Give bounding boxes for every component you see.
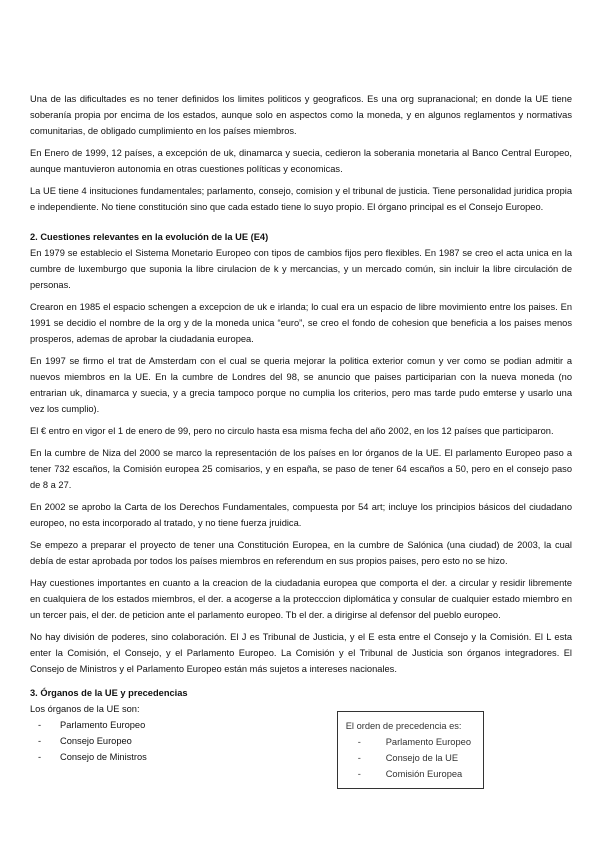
list-item [30, 749, 147, 765]
list-item-label: Consejo Europeo [60, 736, 132, 746]
section-3-body [30, 701, 572, 789]
list-item [30, 717, 147, 733]
organs-intro: Los órganos de la UE son: [30, 704, 140, 714]
paragraph-ciudadania: Hay cuestiones importantes en cuanto a la creacion de la ciudadania europea que comporta el der. a circular y residir libremente en cualquiera de los estados miembros, el der. a acogerse a la protecccion diplomática y consular de cualquier estado miembro en un tercer pais, el der. de peticion ante el parlamento europeo. Tb el der. a dirigirse al defensor del pueblo europeo. [30, 578, 572, 620]
precedence-title: El orden de precedencia es: [345, 721, 462, 731]
paragraph-poderes: No hay división de poderes, sino colaboración. El J es Tribunal de Justicia, y el E esta entre el Consejo y la Comisión. El L esta enter la Comisión, el Consejo, y el Parlamento Europeo. La Comisión y el Tribunal de Justicia son órganos integradores. El Consejo de Ministros y el Parlamento Europeo están más sujetos a intereses nacionales. [30, 632, 572, 674]
paragraph-1999: En Enero de 1999, 12 países, a excepción de uk, dinamarca y suecia, cedieron la soberania monetaria al Banco Central Europeo, aunque mantuvieron autonomia en otras cuestiones políticas y economicas. [30, 148, 572, 174]
paragraph-institutions: La UE tiene 4 insituciones fundamentales; parlamento, consejo, comision y el tribunal de justicia. Tiene personalidad juridica propia e independiente. No tiene constitución sino que cada estado tiene lo suyo propio. El órgano principal es el Consejo Europeo. [30, 186, 572, 212]
list-item [346, 766, 471, 782]
organs-list [30, 701, 147, 765]
list-item-label: Comisión Europea [385, 769, 463, 779]
bullet-dash: - [357, 769, 361, 779]
bullet-dash: - [38, 720, 42, 730]
bullet-dash: - [38, 736, 42, 746]
bullet-dash: - [357, 737, 361, 747]
bullet-dash: - [38, 752, 42, 762]
bullet-dash: - [357, 753, 361, 763]
list-item [346, 734, 471, 750]
list-item-label: Consejo de Ministros [60, 752, 147, 762]
paragraph-niza: En la cumbre de Niza del 2000 se marco la representación de los países en lor órganos de la UE. El parlamento Europeo paso a tener 732 escaños, la Comisión europea 25 comisarios, y en españa, se paso de tener 64 escaños a 50, pero en el consejo paso de 8 a 27. [30, 448, 572, 490]
paragraph-euro: El € entro en vigor el 1 de enero de 99, pero no circulo hasta esa misma fecha del año 2002, en los 12 países que participaron. [30, 426, 554, 436]
paragraph-1979: En 1979 se establecio el Sistema Monetario Europeo con tipos de cambios fijos pero flexibles. En 1987 se creo el acta unica en la cumbre de luxemburgo que suponia la libre cirulacion de k y mercancias, y un mercado común, sin incluir la libre circulación de personas. [30, 248, 572, 290]
section-3-heading: 3. Órganos de la UE y precedencias [30, 688, 188, 698]
section-2-heading: 2. Cuestiones relevantes en la evolución de la UE (E4) [30, 232, 269, 242]
paragraph-1985: Crearon en 1985 el espacio schengen a excepcion de uk e irlanda; lo cual era un espacio de libre movimiento entre los paises. En 1991 se decidio el nombre de la org y de la moneda unica “euro”, se creo el fondo de cohesion que beneficia a los paises menos prosperos, ademas de aprobar la ciudadania europea. [30, 302, 572, 344]
paragraph-1997: En 1997 se firmo el trat de Amsterdam con el cual se queria mejorar la politica exterior comun y ver como se podian admitir a nuevos miembros en la UE. En la cumbre de Londres del 98, se anuncio que paises participarian con la nueva moneda (no entrarian uk, dinamarca y suecia, y a grecia tampoco porque no cumplia los criterios, pero mas tarde pudo emterse y usarlo una vez los cumplio). [30, 356, 572, 414]
paragraph-2002: En 2002 se aprobo la Carta de los Derechos Fundamentales, compuesta por 54 art; incluye los principios básicos del ciudadano europeo, no esta incorporado al tratado, y no tiene fuerza jruidica. [30, 502, 572, 528]
list-item-label: Consejo de la UE [385, 753, 459, 763]
paragraph-intro-limits: Una de las dificultades es no tener definidos los limites politicos y geograficos. Es una org supranacional; en donde la UE tiene soberanía propia por encima de los estados, aunque solo en aspectos como la moneda, y en algunos reglamentos y normativas comunitarias, de obligado cumplimiento en los países miembros. [30, 94, 572, 136]
document-page [30, 91, 572, 789]
paragraph-constitucion: Se empezo a preparar el proyecto de tener una Constitución Europea, en la cumbre de Salónica (una ciudad) de 2003, la cual debía de estar aprobada por todos los países miembros en referendum en sus propios paises, pero esto no se hizo. [30, 540, 572, 566]
list-item [346, 750, 471, 766]
precedence-box [337, 711, 484, 789]
list-item-label: Parlamento Europeo [60, 720, 146, 730]
list-item-label: Parlamento Europeo [385, 737, 471, 747]
list-item [30, 733, 147, 749]
